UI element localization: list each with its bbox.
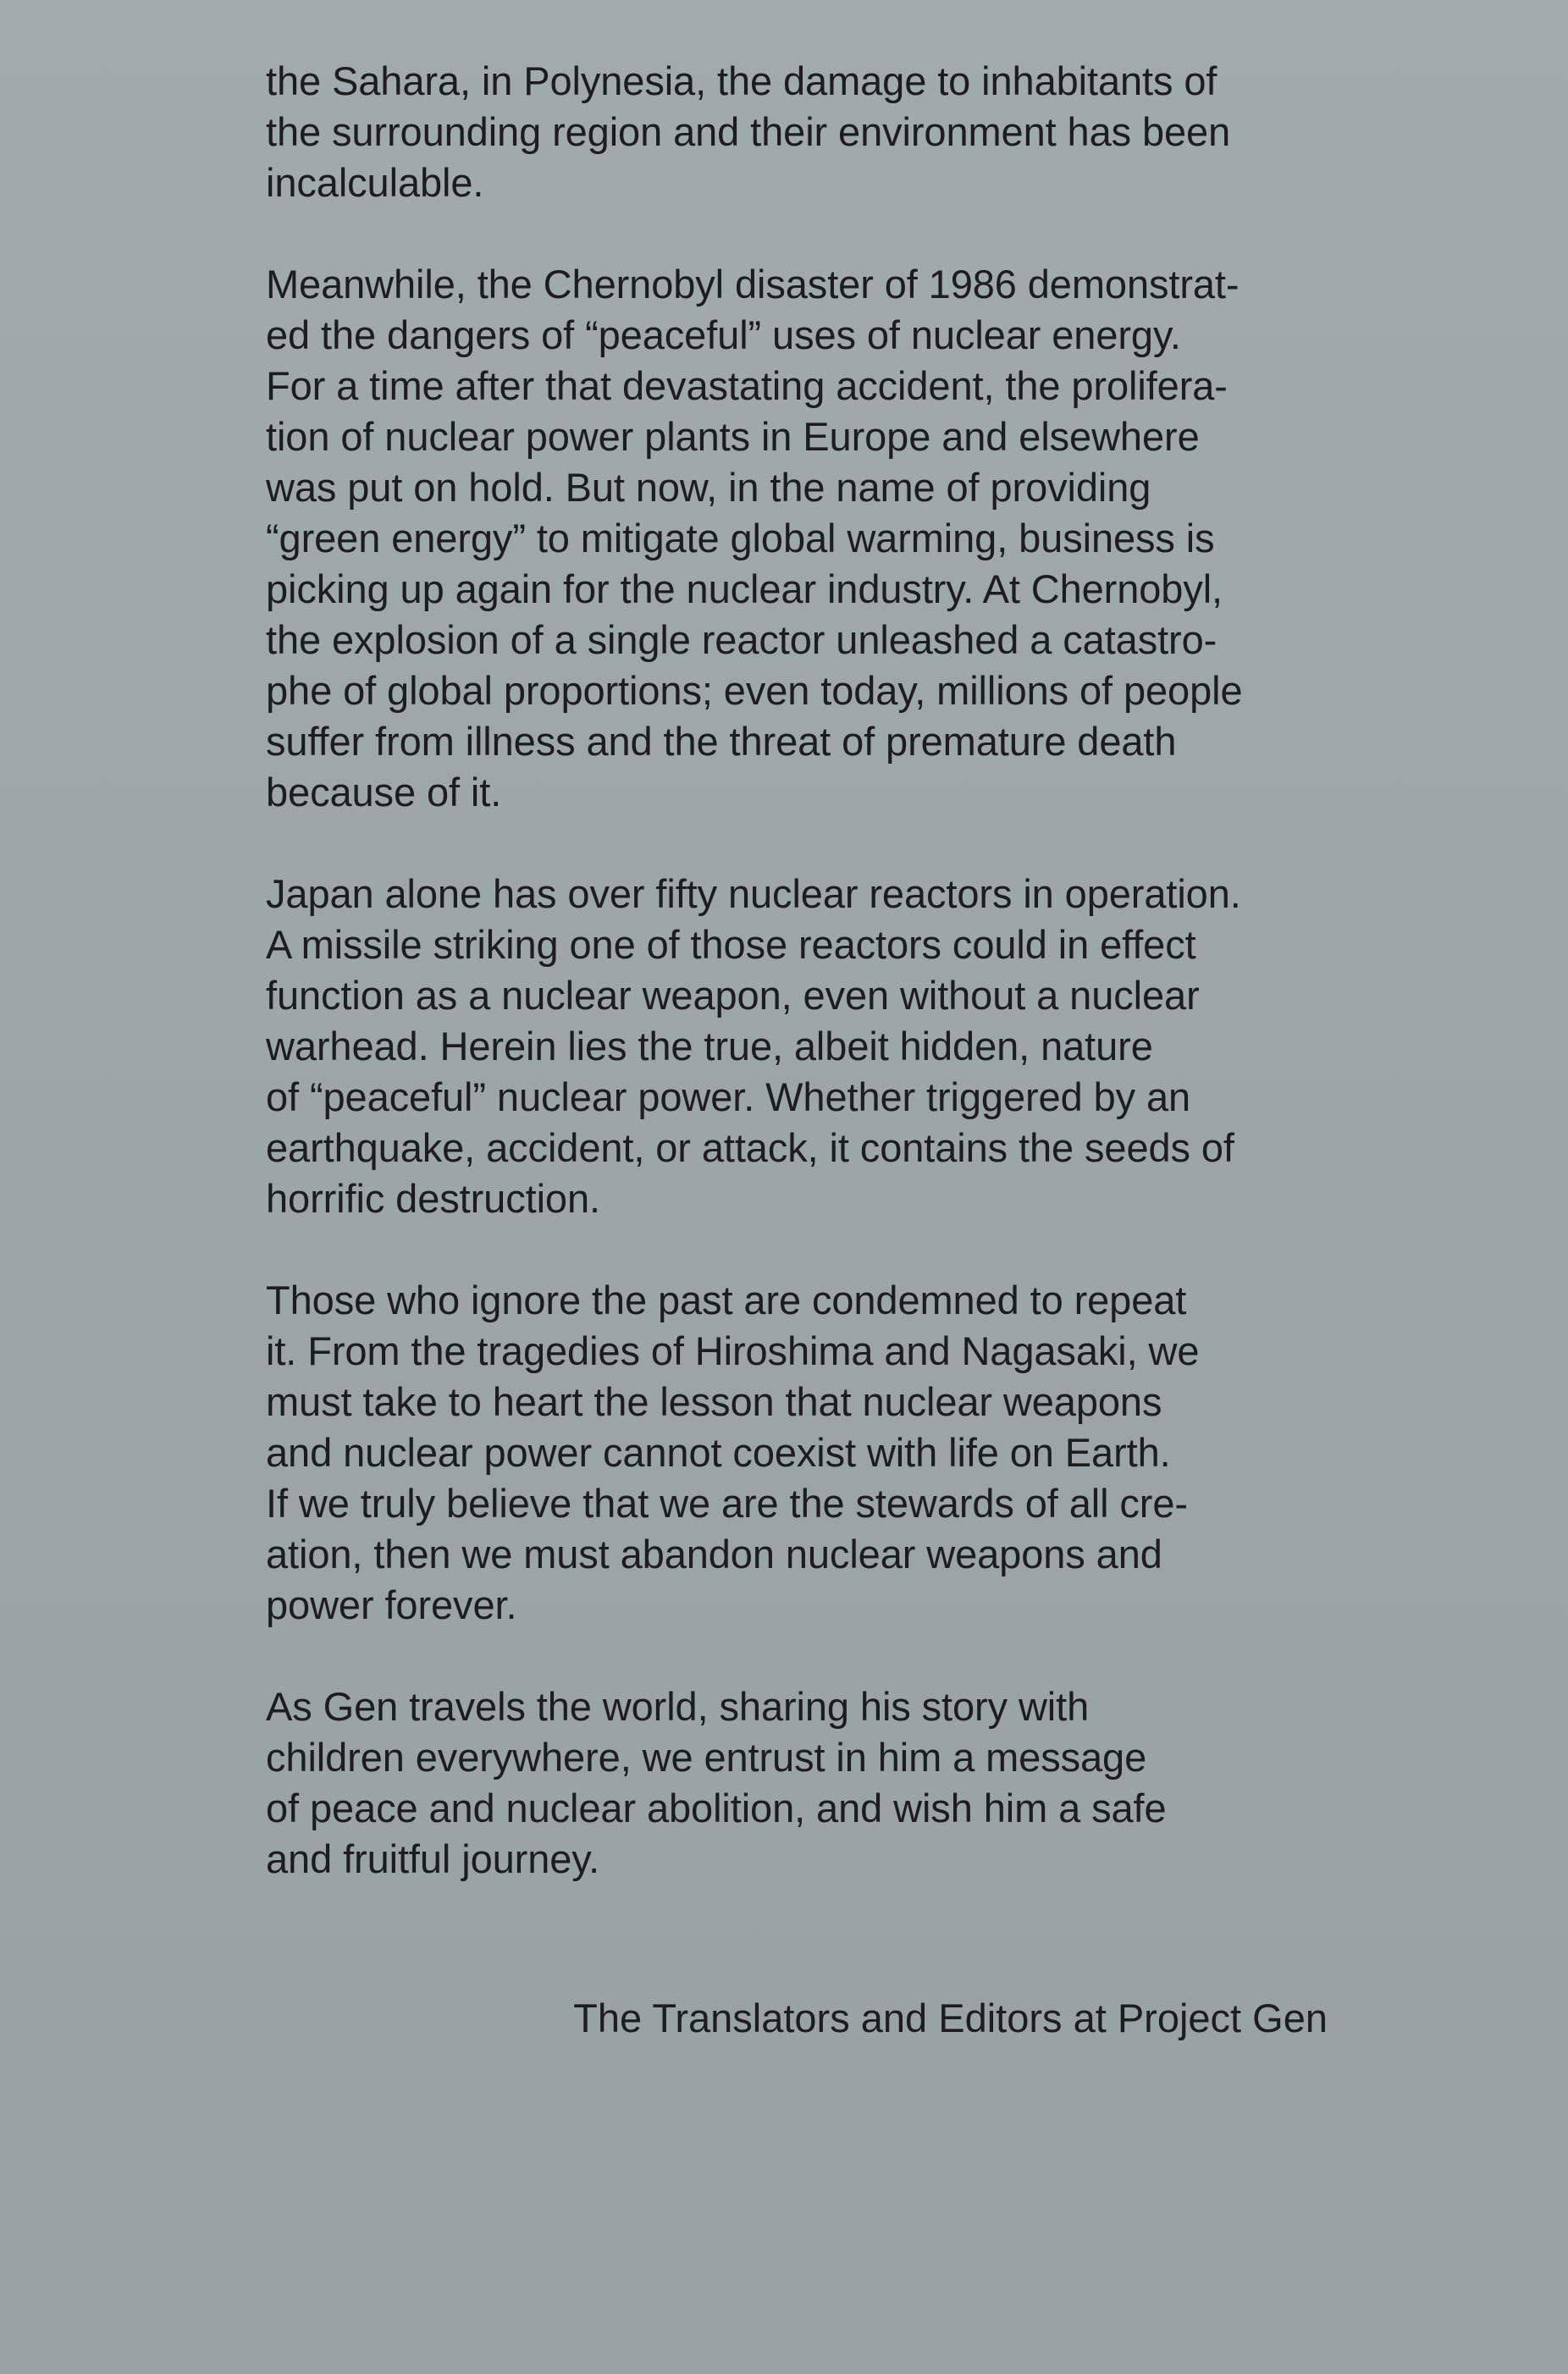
text-line: If we truly believe that we are the stewards of all cre- [266,1481,1188,1526]
text-line: incalculable. [266,160,484,205]
text-line: For a time after that devastating accident, the prolifera- [266,363,1228,408]
text-line: because of it. [266,770,502,814]
text-line: ation, then we must abandon nuclear weapons and [266,1532,1162,1576]
text-line: power forever. [266,1582,517,1627]
body-text [266,56,1366,1935]
text-line: ed the dangers of “peaceful” uses of nuclear energy. [266,312,1181,357]
text-line: was put on hold. But now, in the name of providing [266,465,1151,510]
text-line: warhead. Herein lies the true, albeit hidden, nature [266,1024,1153,1068]
paragraph-2 [266,259,1366,818]
signature: The Translators and Editors at Project Gen [573,1996,1328,2040]
text-line: and nuclear power cannot coexist with life on Earth. [266,1430,1171,1475]
text-line: the explosion of a single reactor unleashed a catastro- [266,617,1217,662]
text-line: must take to heart the lesson that nuclear weapons [266,1379,1162,1424]
paragraph-4 [266,1275,1366,1631]
text-line: suffer from illness and the threat of premature death [266,719,1177,764]
paragraph-1 [266,56,1366,208]
text-line: of “peaceful” nuclear power. Whether triggered by an [266,1074,1191,1119]
text-line: Those who ignore the past are condemned to repeat [266,1278,1187,1322]
paragraph-5 [266,1681,1366,1885]
text-line: Japan alone has over fifty nuclear reactors in operation. [266,871,1241,916]
text-line: earthquake, accident, or attack, it contains the seeds of [266,1125,1234,1170]
text-line: and fruitful journey. [266,1836,600,1881]
text-line: Meanwhile, the Chernobyl disaster of 1986 demonstrat- [266,262,1239,306]
text-line: children everywhere, we entrust in him a message [266,1735,1147,1780]
text-line: As Gen travels the world, sharing his story with [266,1684,1090,1729]
text-line: tion of nuclear power plants in Europe and elsewhere [266,414,1200,459]
text-line: horrific destruction. [266,1176,600,1221]
text-line: function as a nuclear weapon, even without a nuclear [266,973,1200,1018]
text-line: the surrounding region and their environment has been [266,109,1231,154]
text-line: phe of global proportions; even today, millions of people [266,668,1243,713]
text-line: of peace and nuclear abolition, and wish him a safe [266,1786,1167,1830]
text-line: A missile striking one of those reactors could in effect [266,922,1196,967]
text-line: picking up again for the nuclear industry. At Chernobyl, [266,566,1223,611]
text-line: “green energy” to mitigate global warming, business is [266,516,1215,560]
text-line: the Sahara, in Polynesia, the damage to inhabitants of [266,58,1217,103]
text-line: it. From the tragedies of Hiroshima and Nagasaki, we [266,1328,1200,1373]
paragraph-3 [266,869,1366,1224]
